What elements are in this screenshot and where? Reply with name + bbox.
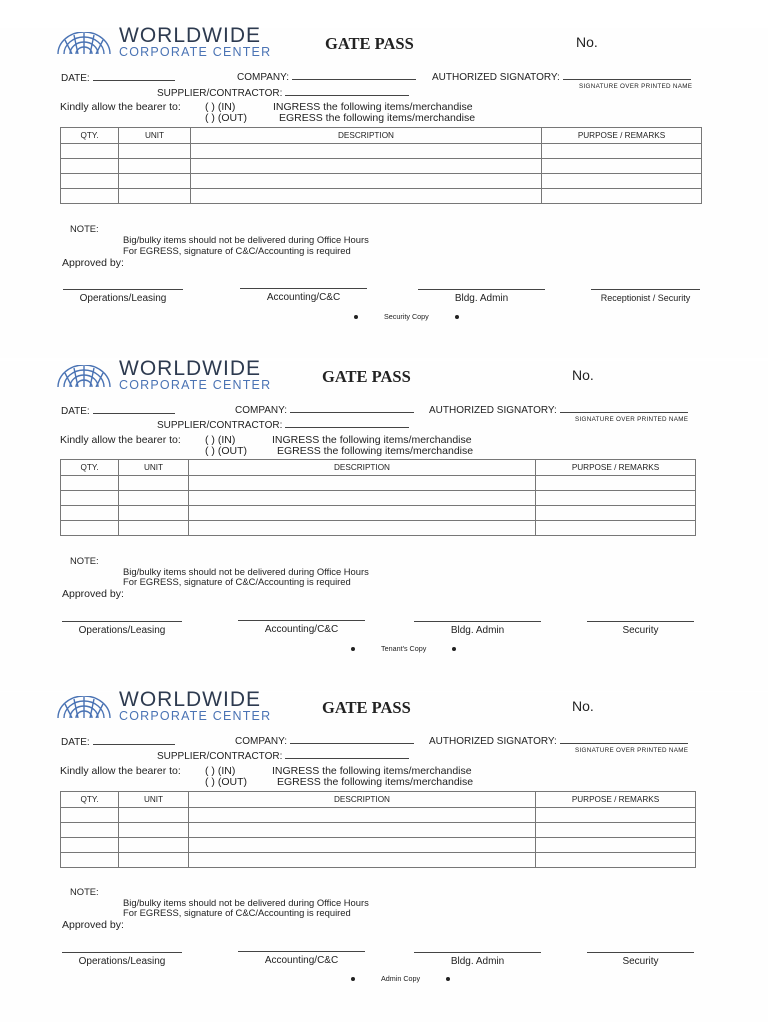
in-checkbox[interactable]: ( ) (IN) <box>205 434 236 446</box>
operations-leasing-signature[interactable]: Operations/Leasing <box>62 952 182 967</box>
qty-header: QTY. <box>61 792 119 808</box>
egress-text: EGRESS the following items/merchandise <box>279 112 476 124</box>
note-label: NOTE: <box>70 886 99 897</box>
qty-header: QTY. <box>61 128 119 144</box>
table-row[interactable] <box>61 808 696 823</box>
table-row[interactable] <box>61 823 696 838</box>
table-header-row <box>61 460 696 476</box>
date-field[interactable] <box>61 70 175 84</box>
supplier-label: SUPPLIER/CONTRACTOR: <box>157 751 283 762</box>
company-field[interactable] <box>235 733 414 747</box>
security-signature[interactable]: Security <box>587 952 694 967</box>
globe-arc-icon <box>56 32 112 54</box>
table-row[interactable] <box>61 491 696 506</box>
authorized-signatory-field[interactable] <box>429 733 688 747</box>
note-line-2: For EGRESS, signature of C&C/Accounting is required <box>123 576 351 587</box>
out-checkbox[interactable]: ( ) (OUT) <box>205 776 247 788</box>
copy-label: Tenant's Copy <box>381 644 427 653</box>
table-row[interactable] <box>61 174 702 189</box>
date-label: DATE: <box>61 406 90 417</box>
unit-header: UNIT <box>119 792 189 808</box>
approved-by-label: Approved by: <box>62 257 124 269</box>
copy-label: Admin Copy <box>381 974 421 983</box>
table-row[interactable] <box>61 476 696 491</box>
out-checkbox[interactable]: ( ) (OUT) <box>205 445 247 457</box>
brand-subtitle: CORPORATE CENTER <box>119 378 272 392</box>
supplier-label: SUPPLIER/CONTRACTOR: <box>157 420 283 431</box>
description-header: DESCRIPTION <box>189 792 536 808</box>
serial-number-label: No. <box>576 34 598 50</box>
authorized-signatory-field[interactable] <box>429 402 688 416</box>
out-checkbox[interactable]: ( ) (OUT) <box>205 112 247 124</box>
supplier-label: SUPPLIER/CONTRACTOR: <box>157 88 283 99</box>
authorized-signatory-label: AUTHORIZED SIGNATORY: <box>429 736 557 747</box>
security-signature[interactable]: Security <box>587 621 694 636</box>
unit-header: UNIT <box>119 128 191 144</box>
supplier-field[interactable] <box>157 748 409 762</box>
table-row[interactable] <box>61 144 702 159</box>
signature-caption: SIGNATURE OVER PRINTED NAME <box>575 747 689 754</box>
bldg-admin-signature[interactable]: Bldg. Admin <box>414 952 541 967</box>
operations-leasing-signature[interactable]: Operations/Leasing <box>63 289 183 304</box>
copy-designation <box>325 974 476 983</box>
note-label: NOTE: <box>70 223 99 234</box>
brand-subtitle: CORPORATE CENTER <box>119 709 272 723</box>
date-field[interactable] <box>61 403 175 417</box>
bldg-admin-signature[interactable]: Bldg. Admin <box>414 621 541 636</box>
brand-name: WORLDWIDE <box>119 357 261 380</box>
kindly-allow-text: Kindly allow the bearer to: <box>60 765 181 777</box>
brand-subtitle: CORPORATE CENTER <box>119 45 272 59</box>
authorized-signatory-label: AUTHORIZED SIGNATORY: <box>432 72 560 83</box>
globe-arc-icon <box>56 696 112 718</box>
brand-name: WORLDWIDE <box>119 24 261 47</box>
gate-pass-admin-copy <box>0 688 768 1022</box>
note-line-1: Big/bulky items should not be delivered during Office Hours <box>123 897 369 908</box>
company-label: COMPANY: <box>235 736 288 747</box>
description-header: DESCRIPTION <box>189 460 536 476</box>
operations-leasing-signature[interactable]: Operations/Leasing <box>62 621 182 636</box>
gate-pass-tenant-copy <box>0 357 768 691</box>
company-field[interactable] <box>237 69 416 83</box>
copy-designation <box>325 644 482 653</box>
kindly-allow-text: Kindly allow the bearer to: <box>60 101 181 113</box>
table-row[interactable] <box>61 159 702 174</box>
items-table <box>60 127 702 204</box>
bldg-admin-signature[interactable]: Bldg. Admin <box>418 289 545 304</box>
ingress-text: INGRESS the following items/merchandise <box>272 434 472 446</box>
approved-by-label: Approved by: <box>62 588 124 600</box>
globe-arc-icon <box>56 365 112 387</box>
form-title: GATE PASS <box>322 698 411 717</box>
serial-number-label: No. <box>572 367 594 383</box>
items-table <box>60 459 696 536</box>
date-label: DATE: <box>61 737 90 748</box>
table-row[interactable] <box>61 838 696 853</box>
in-checkbox[interactable]: ( ) (IN) <box>205 101 236 113</box>
company-label: COMPANY: <box>237 72 290 83</box>
company-field[interactable] <box>235 402 414 416</box>
table-row[interactable] <box>61 506 696 521</box>
table-row[interactable] <box>61 521 696 536</box>
approved-by-label: Approved by: <box>62 919 124 931</box>
table-row[interactable] <box>61 853 696 868</box>
note-line-1: Big/bulky items should not be delivered during Office Hours <box>123 234 369 245</box>
serial-number-label: No. <box>572 698 594 714</box>
in-checkbox[interactable]: ( ) (IN) <box>205 765 236 777</box>
authorized-signatory-label: AUTHORIZED SIGNATORY: <box>429 405 557 416</box>
gate-pass-security-copy <box>0 24 768 358</box>
form-title: GATE PASS <box>325 34 414 53</box>
note-label: NOTE: <box>70 555 99 566</box>
kindly-allow-text: Kindly allow the bearer to: <box>60 434 181 446</box>
ingress-text: INGRESS the following items/merchandise <box>272 765 472 777</box>
company-logo <box>56 24 296 59</box>
purpose-header: PURPOSE / REMARKS <box>542 128 702 144</box>
items-table <box>60 791 696 868</box>
accounting-signature[interactable]: Accounting/C&C <box>240 288 367 303</box>
table-header-row <box>61 128 702 144</box>
accounting-signature[interactable]: Accounting/C&C <box>238 951 365 966</box>
copy-designation <box>328 312 485 321</box>
unit-header: UNIT <box>119 460 189 476</box>
ingress-text: INGRESS the following items/merchandise <box>273 101 473 113</box>
date-field[interactable] <box>61 734 175 748</box>
signature-caption: SIGNATURE OVER PRINTED NAME <box>579 83 693 90</box>
signature-caption: SIGNATURE OVER PRINTED NAME <box>575 416 689 423</box>
note-line-2: For EGRESS, signature of C&C/Accounting is required <box>123 245 351 256</box>
supplier-field[interactable] <box>157 417 409 431</box>
company-logo <box>56 688 296 723</box>
table-header-row <box>61 792 696 808</box>
qty-header: QTY. <box>61 460 119 476</box>
description-header: DESCRIPTION <box>191 128 542 144</box>
supplier-field[interactable] <box>157 85 409 99</box>
egress-text: EGRESS the following items/merchandise <box>277 445 474 457</box>
company-label: COMPANY: <box>235 405 288 416</box>
table-row[interactable] <box>61 189 702 204</box>
authorized-signatory-field[interactable] <box>432 69 691 83</box>
brand-name: WORLDWIDE <box>119 688 261 711</box>
purpose-header: PURPOSE / REMARKS <box>536 460 696 476</box>
copy-label: Security Copy <box>384 312 429 321</box>
form-title: GATE PASS <box>322 367 411 386</box>
accounting-signature[interactable]: Accounting/C&C <box>238 620 365 635</box>
egress-text: EGRESS the following items/merchandise <box>277 776 474 788</box>
company-logo <box>56 357 296 392</box>
note-line-2: For EGRESS, signature of C&C/Accounting is required <box>123 907 351 918</box>
note-line-1: Big/bulky items should not be delivered during Office Hours <box>123 566 369 577</box>
purpose-header: PURPOSE / REMARKS <box>536 792 696 808</box>
security-signature[interactable]: Receptionist / Security <box>591 289 700 303</box>
date-label: DATE: <box>61 73 90 84</box>
